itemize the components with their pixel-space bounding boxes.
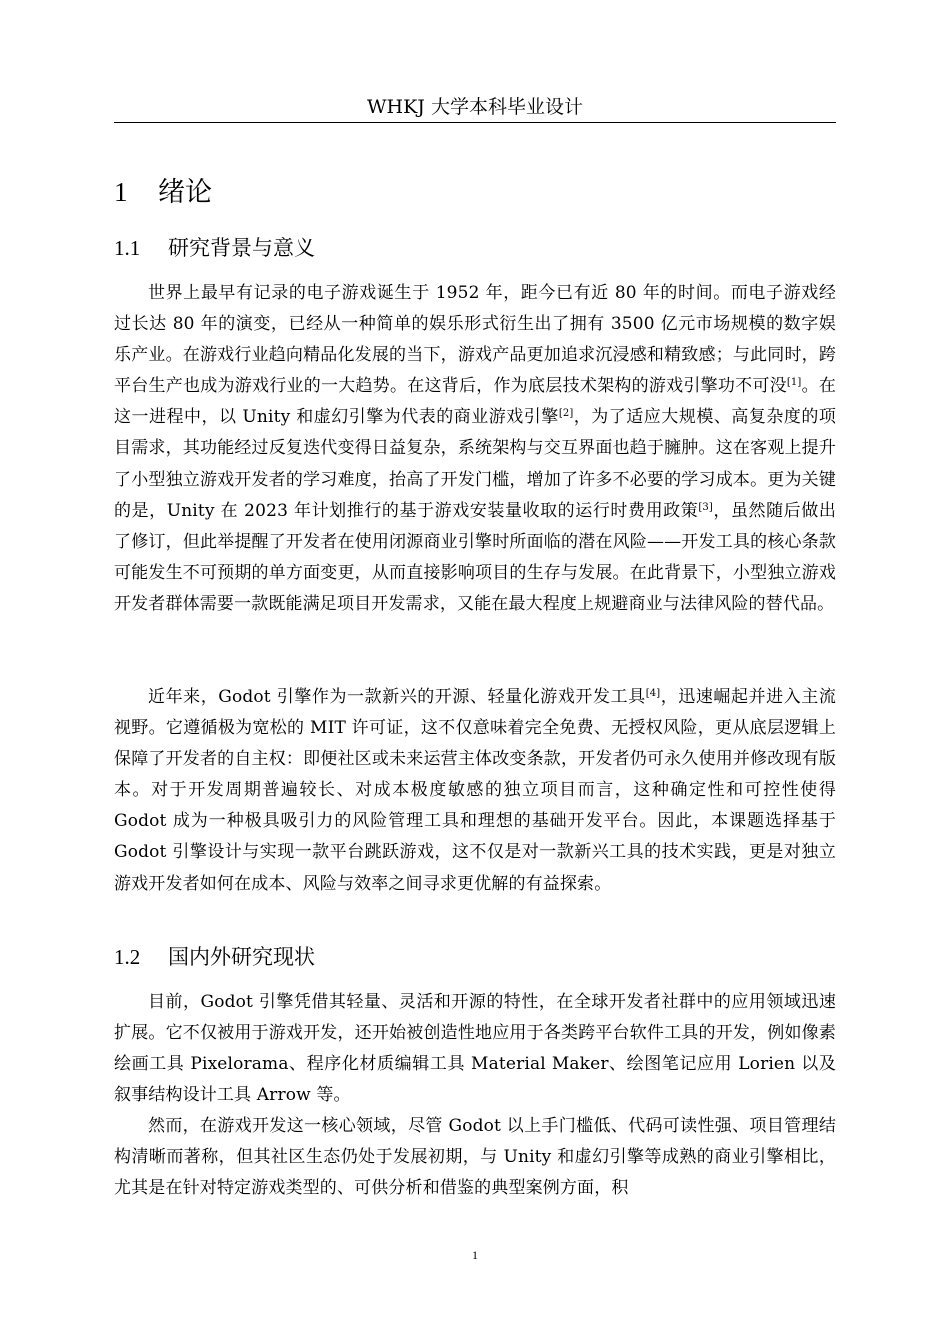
citation-ref: [1] bbox=[786, 377, 802, 389]
paragraph-text: ，为了适应大规模、高复杂度的项目需求，其功能经过反复迭代变得日益复杂，系统架构与交互界面也趋于臃肿。这在客观上提升了小型独立游戏开发者的学习难度，抬高了开发门槛，增加了许多不必要的学习成本。更为关键的是，Unity 在 2023 年计划推行的基于游戏安装量收取的运行时费用政策 bbox=[114, 407, 836, 521]
citation-ref: [4] bbox=[645, 688, 661, 699]
section-number: 1.2 bbox=[114, 945, 141, 969]
paragraph-limitations bbox=[114, 1111, 836, 1204]
page-number: 1 bbox=[472, 1248, 478, 1262]
header-rule bbox=[114, 122, 836, 123]
paragraph-text: 近年来，Godot 引擎作为一款新兴的开源、轻量化游戏开发工具 bbox=[148, 687, 646, 707]
page-header-title: WHKJ 大学本科毕业设计 bbox=[367, 96, 583, 118]
chapter-number: 1 bbox=[114, 177, 128, 207]
paragraph-text: ，虽然随后做出了修订，但此举提醒了开发者在使用闭源商业引擎时所面临的潜在风险——开发工具的核心条款可能发生不可预期的单方面变更，从而直接影响项目的生存与发展。在此背景下，小型独立游戏开发者群体需要一款既能满足项目开发需求，又能在最大程度上规避商业与法律风险的替代品。 bbox=[114, 500, 836, 614]
chapter-title: 绪论 bbox=[158, 177, 212, 208]
section-number: 1.1 bbox=[114, 236, 141, 260]
citation-ref: [2] bbox=[558, 408, 574, 420]
paragraph-text: 。在这一进程中，以 Unity 和虚幻引擎为代表的商业游戏引擎 bbox=[114, 376, 836, 428]
section-heading-1-1 bbox=[114, 232, 315, 264]
paragraph-current-status bbox=[114, 987, 836, 1111]
paragraph-godot-intro bbox=[114, 682, 836, 900]
paragraph-background bbox=[114, 278, 836, 620]
section-title: 国内外研究现状 bbox=[168, 945, 315, 969]
paragraph-text: 然而，在游戏开发这一核心领域，尽管 Godot 以上手门槛低、代码可读性强、项目管理结构清晰而著称，但其社区生态仍处于发展初期，与 Unity 和虚幻引擎等成熟的商业引擎相比，尤其是在针对特定游戏类型的、可供分析和借鉴的典型案例方面，积 bbox=[114, 1116, 836, 1199]
paragraph-text: 目前，Godot 引擎凭借其轻量、灵活和开源的特性，在全球开发者社群中的应用领域迅速扩展。它不仅被用于游戏开发，还开始被创造性地应用于各类跨平台软件工具的开发，例如像素绘画工具 Pixelorama、程序化材质编辑工具 Material Maker、绘图笔记应用 Lorien 以及叙事结构设计工具 Arrow 等。 bbox=[114, 992, 836, 1106]
chapter-heading bbox=[114, 172, 212, 213]
section-heading-1-2 bbox=[114, 941, 315, 973]
paragraph-text: ，迅速崛起并进入主流视野。它遵循极为宽松的 MIT 许可证，这不仅意味着完全免费、无授权风险，更从底层逻辑上保障了开发者的自主权：即便社区或未来运营主体改变条款，开发者仍可永久使用并修改现有版本。对于开发周期普遍较长、对成本极度敏感的独立项目而言，这种确定性和可控性使得 Godot 成为一种极具吸引力的风险管理工具和理想的基础开发平台。因此，本课题选择基于 Godot 引擎设计与实现一款平台跳跃游戏，这不仅是对一款新兴工具的技术实践，更是对独立游戏开发者如何在成本、风险与效率之间寻求更优解的有益探索。 bbox=[114, 687, 836, 894]
citation-ref: [3] bbox=[698, 501, 713, 513]
paragraph-text: 世界上最早有记录的电子游戏诞生于 1952 年，距今已有近 80 年的时间。而电子游戏经过长达 80 年的演变，已经从一种简单的娱乐形式衍生出了拥有 3500 亿元市场规模的数字娱乐产业。在游戏行业趋向精品化发展的当下，游戏产品更加追求沉浸感和精致感；与此同时，跨平台生产也成为游戏行业的一大趋势。在这背后，作为底层技术架构的游戏引擎功不可没 bbox=[114, 283, 836, 397]
section-title: 研究背景与意义 bbox=[168, 236, 315, 260]
